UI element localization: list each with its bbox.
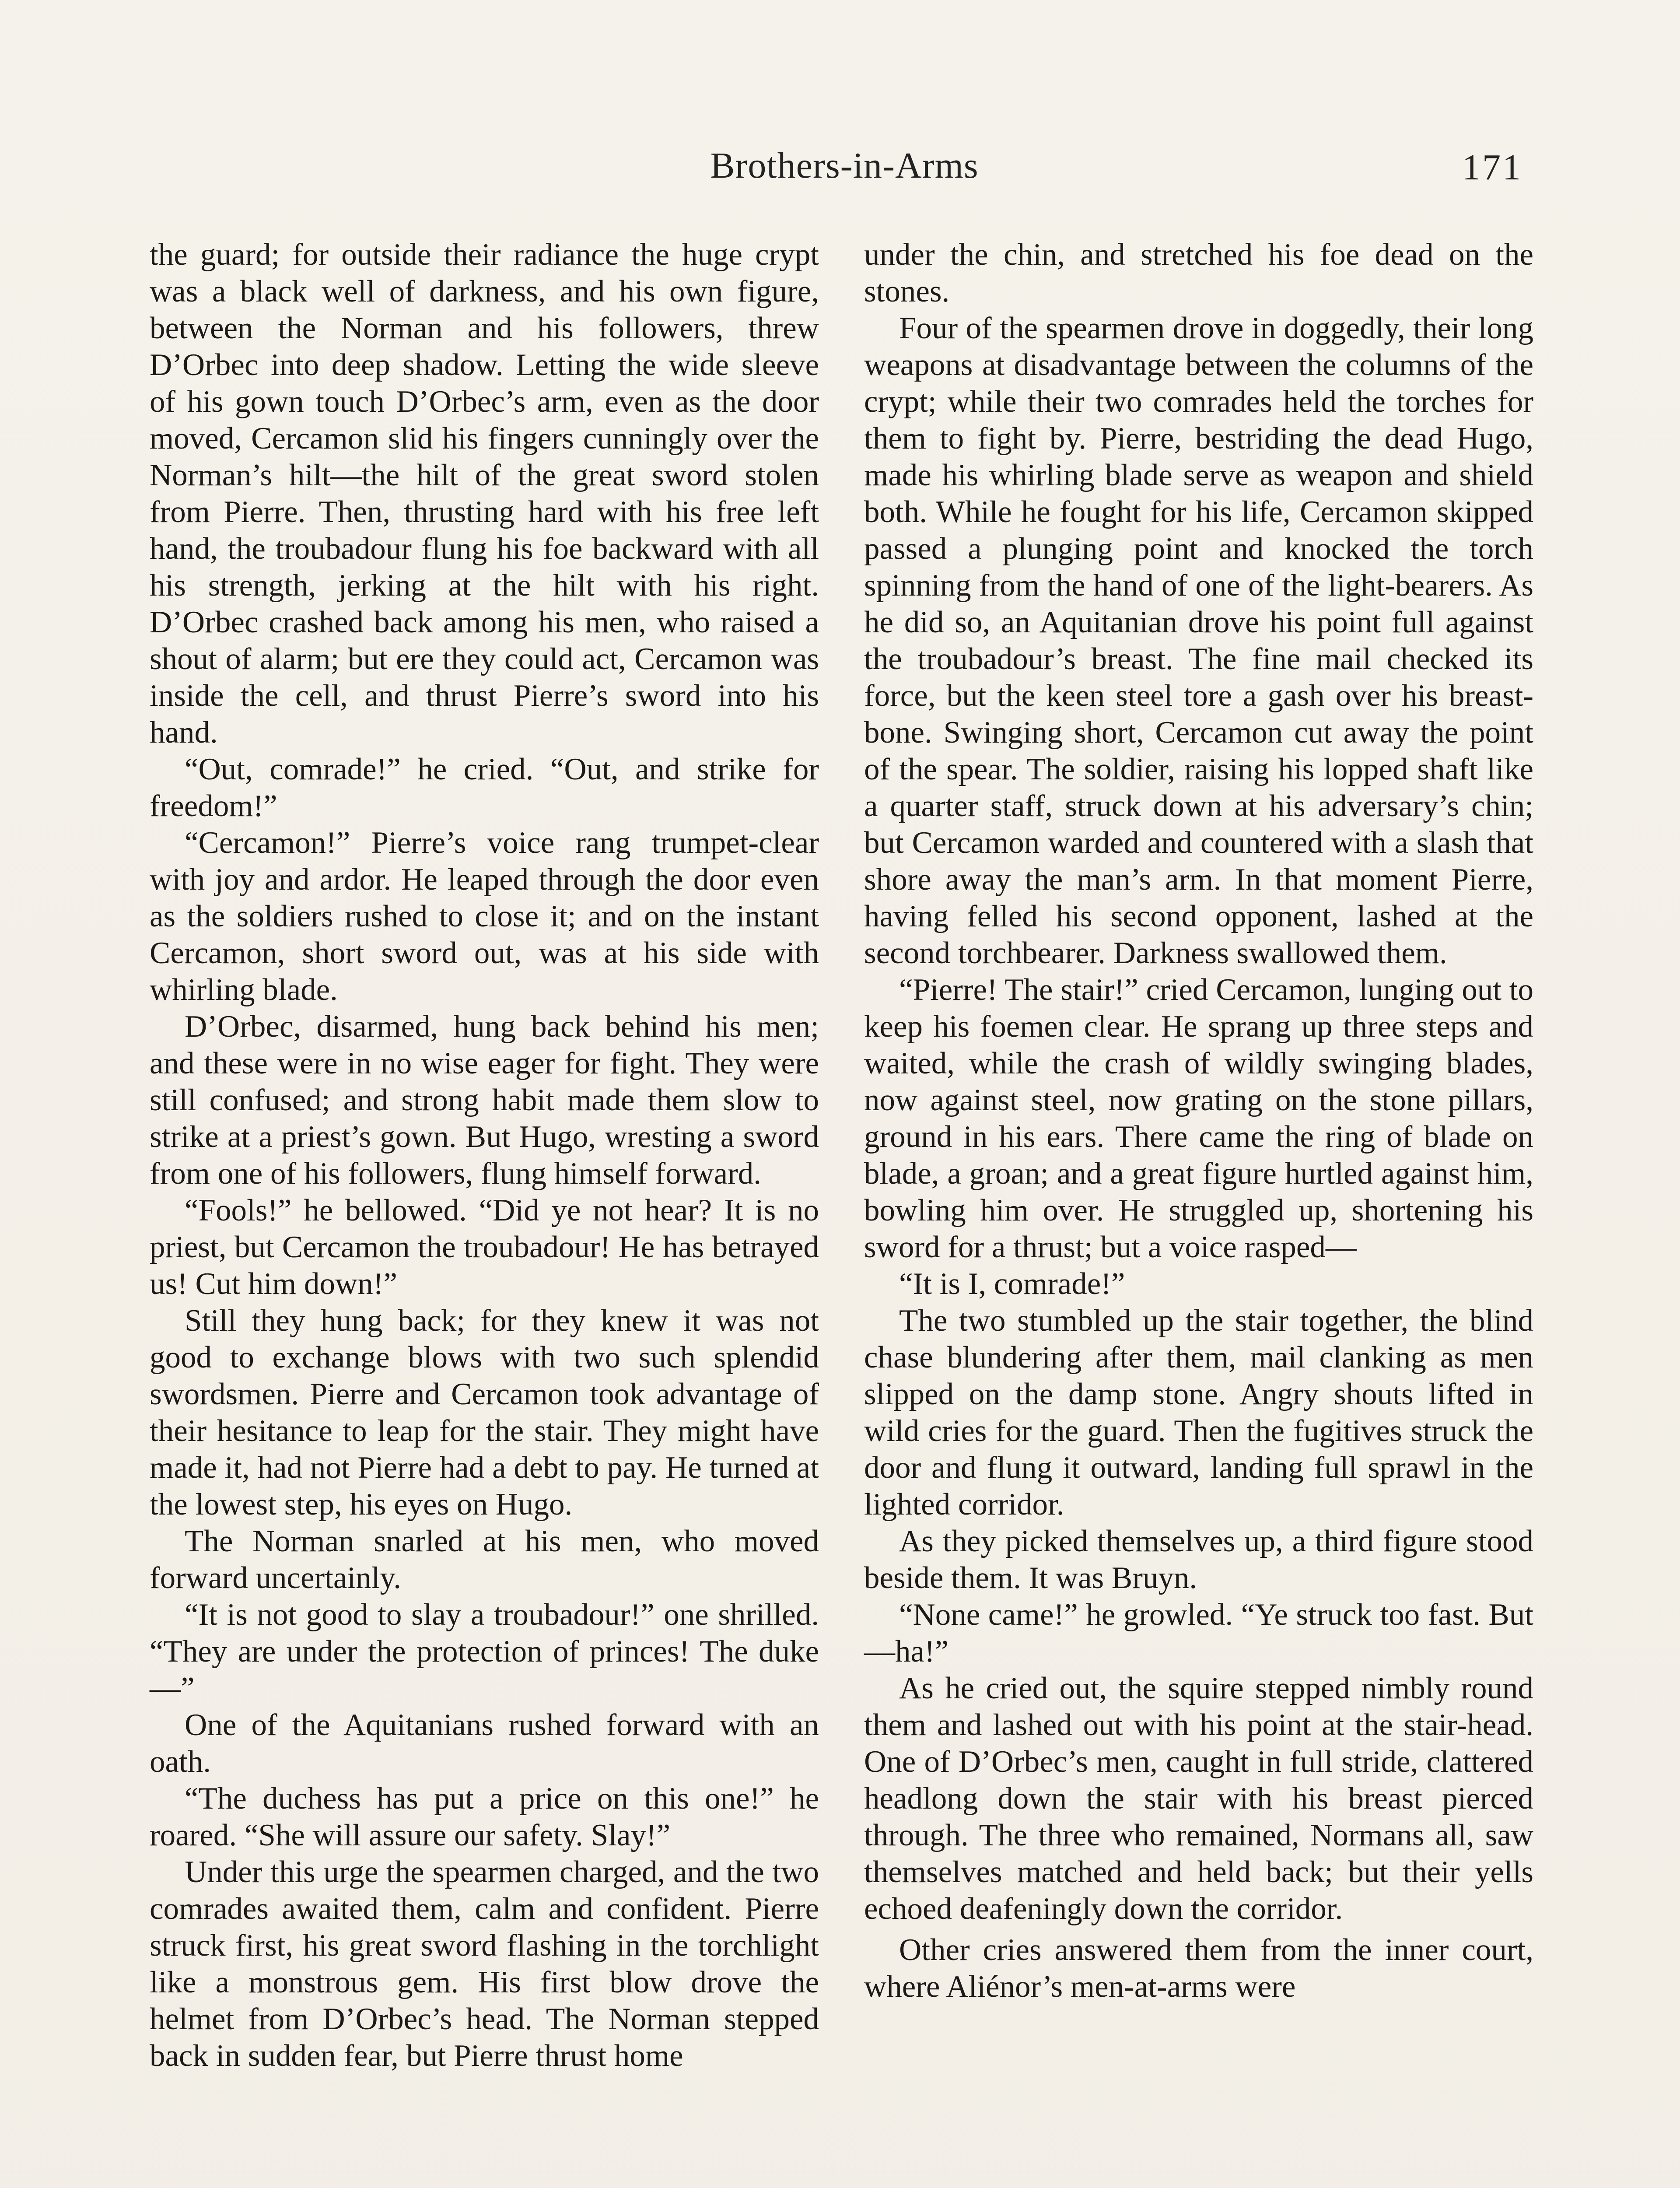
- paragraph: Still they hung back; for they knew it was not good to exchange blows with two such splendid swordsmen. Pierre and Cercamon took advantage of their hesitance to leap for the stair. They might have made it, had not Pierre had a debt to pay. He turned at the lowest step, his eyes on Hugo.: [150, 1304, 819, 1522]
- paragraph: As they picked themselves up, a third figure stood beside them. It was Bruyn.: [864, 1524, 1533, 1595]
- left-text-column: [150, 236, 819, 2074]
- paragraph: “Fools!” he bellowed. “Did ye not hear? It is no priest, but Cercamon the troubadour! He has betrayed us! Cut him down!”: [150, 1193, 819, 1301]
- paragraph: D’Orbec, disarmed, hung back behind his men; and these were in no wise eager for fight. They were still confused; and strong habit made them slow to strike at a priest’s gown. But Hugo, wresting a sword from one of his followers, flung himself forward.: [150, 1010, 819, 1191]
- paragraph: One of the Aquitanians rushed forward with an oath.: [150, 1708, 819, 1779]
- paragraph: The Norman snarled at his men, who moved forward uncertainly.: [150, 1524, 819, 1595]
- paragraph: The two stumbled up the stair together, the blind chase blundering after them, mail clanking as men slipped on the damp stone. Angry shouts lifted in wild cries for the guard. Then the fugitives struck the door and flung it outward, landing full sprawl in the lighted corridor.: [864, 1304, 1533, 1522]
- paragraph: Four of the spearmen drove in doggedly, their long weapons at disadvantage between the columns of the crypt; while their two comrades held the torches for them to fight by. Pierre, bestriding the dead Hugo, made his whirling blade serve as weapon and shield both. While he fought for his life, Cercamon skipped passed a plunging point and knocked the torch spinning from the hand of one of the light-bearers. As he did so, an Aquitanian drove his point full against the troubadour’s breast. The fine mail checked its force, but the keen steel tore a gash over his breast-bone. Swinging short, Cercamon cut away the point of the spear. The soldier, raising his lopped shaft like a quarter staff, struck down at his adversary’s chin; but Cercamon warded and countered with a slash that shore away the man’s arm. In that moment Pierre, having felled his second opponent, lashed at the second torchbearer. Darkness swallowed them.: [864, 311, 1533, 970]
- paragraph: the guard; for outside their radiance the huge crypt was a black well of darkness, and his own figure, between the Norman and his followers, threw D’Orbec into deep shadow. Letting the wide sleeve of his gown touch D’Orbec’s arm, even as the door moved, Cercamon slid his fingers cunningly over the Norman’s hilt—the hilt of the great sword stolen from Pierre. Then, thrusting hard with his free left hand, the troubadour flung his foe backward with all his strength, jerking at the hilt with his right. D’Orbec crashed back among his men, who raised a shout of alarm; but ere they could act, Cercamon was inside the cell, and thrust Pierre’s sword into his hand.: [150, 238, 819, 750]
- paragraph: As he cried out, the squire stepped nimbly round them and lashed out with his point at the stair-head. One of D’Orbec’s men, caught in full stride, clattered headlong down the stair with his breast pierced through. The three who remained, Normans all, saw themselves matched and held back; but their yells echoed deafeningly down the corridor.: [864, 1671, 1533, 1926]
- paragraph: “Cercamon!” Pierre’s voice rang trumpet-clear with joy and ardor. He leaped through the door even as the soldiers rushed to close it; and on the instant Cercamon, short sword out, was at his side with whirling blade.: [150, 826, 819, 1007]
- running-title: Brothers-in-Arms: [710, 145, 979, 186]
- paragraph: under the chin, and stretched his foe dead on the stones.: [864, 238, 1533, 309]
- paragraph: “None came!” he growled. “Ye struck too fast. But—ha!”: [864, 1598, 1533, 1669]
- paragraph: Other cries answered them from the inner court, where Aliénor’s men-at-arms were: [864, 1933, 1533, 2004]
- paragraph: “Out, comrade!” he cried. “Out, and strike for freedom!”: [150, 752, 819, 823]
- paragraph: “Pierre! The stair!” cried Cercamon, lunging out to keep his foemen clear. He sprang up three steps and waited, while the crash of wildly swinging blades, now against steel, now grating on the stone pillars, ground in his ears. There came the ring of blade on blade, a groan; and a great figure hurtled against him, bowling him over. He struggled up, shortening his sword for a thrust; but a voice rasped—: [864, 973, 1533, 1264]
- page-number: 171: [1462, 147, 1522, 188]
- right-text-column: [864, 236, 1533, 2005]
- paragraph: Under this urge the spearmen charged, and the two comrades awaited them, calm and confident. Pierre struck first, his great sword flashing in the torchlight like a monstrous gem. His first blow drove the helmet from D’Orbec’s head. The Norman stepped back in sudden fear, but Pierre thrust home: [150, 1855, 819, 2073]
- paragraph: “It is I, comrade!”: [899, 1267, 1125, 1301]
- paragraph: “The duchess has put a price on this one!” he roared. “She will assure our safety. Slay!”: [150, 1781, 819, 1852]
- paragraph: “It is not good to slay a troubadour!” one shrilled. “They are under the protection of princes! The duke—”: [150, 1598, 819, 1705]
